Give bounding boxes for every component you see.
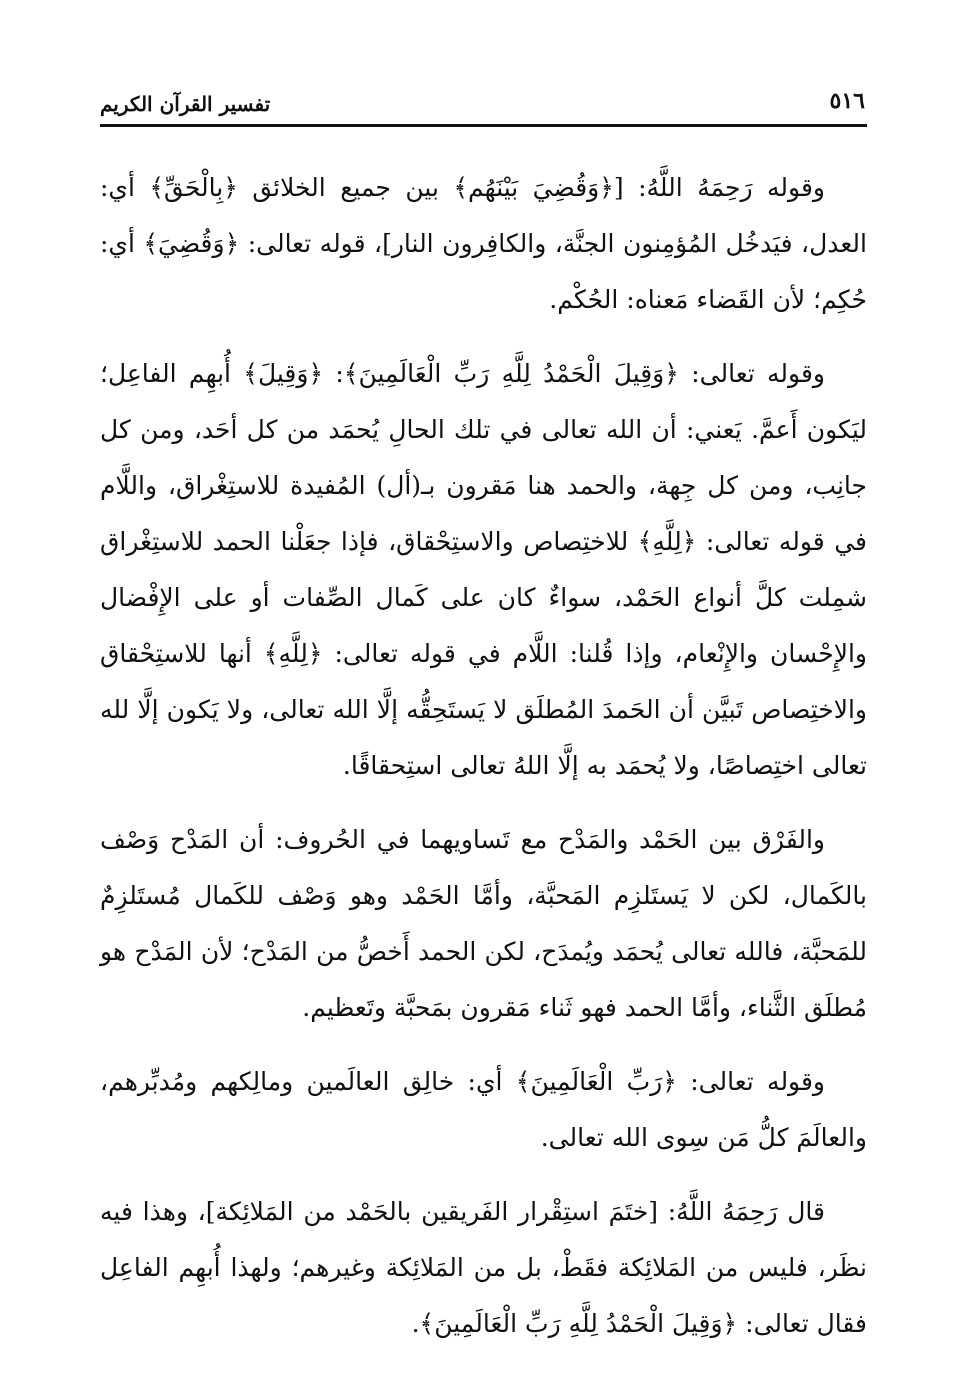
paragraph-angels: قال رَحِمَهُ اللَّهُ: [ختَمَ استِقْرار الفَريقين بالحَمْد من المَلائِكة]، وهذا فيه نظَر، فليس من المَلائِكة فقَطْ، بل من المَلائِكة وغيرهم؛ ولهذا أُبهِم الفاعِل فقال تعالى: ﴿وَقِيلَ الْحَمْدُ لِلَّهِ رَبِّ الْعَالَمِينَ﴾. bbox=[100, 1197, 867, 1338]
running-title: تفسير القرآن الكريم bbox=[100, 92, 271, 116]
page-number: ٥١٦ bbox=[829, 88, 865, 114]
header-divider bbox=[100, 124, 867, 127]
paragraph-lord-of-worlds: وقوله تعالى: ﴿رَبِّ الْعَالَمِينَ﴾ أي: خالِق العالَمين ومالِكهم ومُدبِّرهم، والعالَمَ كلُّ مَن سِوى الله تعالى. bbox=[100, 1067, 867, 1152]
page-header bbox=[100, 88, 865, 128]
page-body bbox=[100, 160, 867, 1352]
paragraph-praise: وقوله تعالى: ﴿وَقِيلَ الْحَمْدُ لِلَّهِ رَبِّ الْعَالَمِينَ﴾: ﴿وَقِيلَ﴾ أُبهِم الفاعِل؛ ليَكون أَعمَّ. يَعني: أن الله تعالى في تلك الحالِ يُحمَد من كل أحَد، ومن كل جانِب، ومن كل جِهة، والحمد هنا مَقرون بـ(أل) المُفيدة للاستِغْراق، واللَّام في قوله تعالى: ﴿لِلَّهِ﴾ للاختِصاص والاستِحْقاق، فإذا جعَلْنا الحمد للاستِغْراق شمِلت كلَّ أنواع الحَمْد، سواءٌ كان على كَمال الصِّفات أو على الإِفْضال والإِحْسان والإِنْعام، وإذا قُلنا: اللَّام في قوله تعالى: ﴿لِلَّهِ﴾ أنها للاستِحْقاق والاختِصاص تَبيَّن أن الحَمدَ المُطلَق لا يَستَحِقُّه إلَّا الله تعالى، ولا يَكون إلَّا لله تعالى اختِصاصًا، ولا يُحمَد به إلَّا اللهُ تعالى استِحقاقًا. bbox=[100, 359, 868, 780]
paragraph-judgment: وقوله رَحِمَهُ اللَّهُ: [﴿وَقُضِيَ بَيْنَهُم﴾ بين جميع الخلائق ﴿بِالْحَقِّ﴾ أي: العدل، فيَدخُل المُؤمِنون الجنَّة، والكافِرون النار]، قوله تعالى: ﴿وَقُضِيَ﴾ أي: حُكِم؛ لأن القَضاء مَعناه: الحُكْم. bbox=[100, 173, 867, 314]
paragraph-praise-vs-commendation: والفَرْق بين الحَمْد والمَدْح مع تَساويهما في الحُروف: أن المَدْح وَصْف بالكَمال، لكن لا يَستَلزِم المَحبَّة، وأمَّا الحَمْد وهو وَصْف للكَمال مُستَلزِمٌ للمَحبَّة، فالله تعالى يُحمَد ويُمدَح، لكن الحمد أَخصُّ من المَدْح؛ لأن المَدْح هو مُطلَق الثَّناء، وأمَّا الحمد فهو ثَناء مَقرون بمَحبَّة وتَعظيم. bbox=[100, 825, 867, 1022]
